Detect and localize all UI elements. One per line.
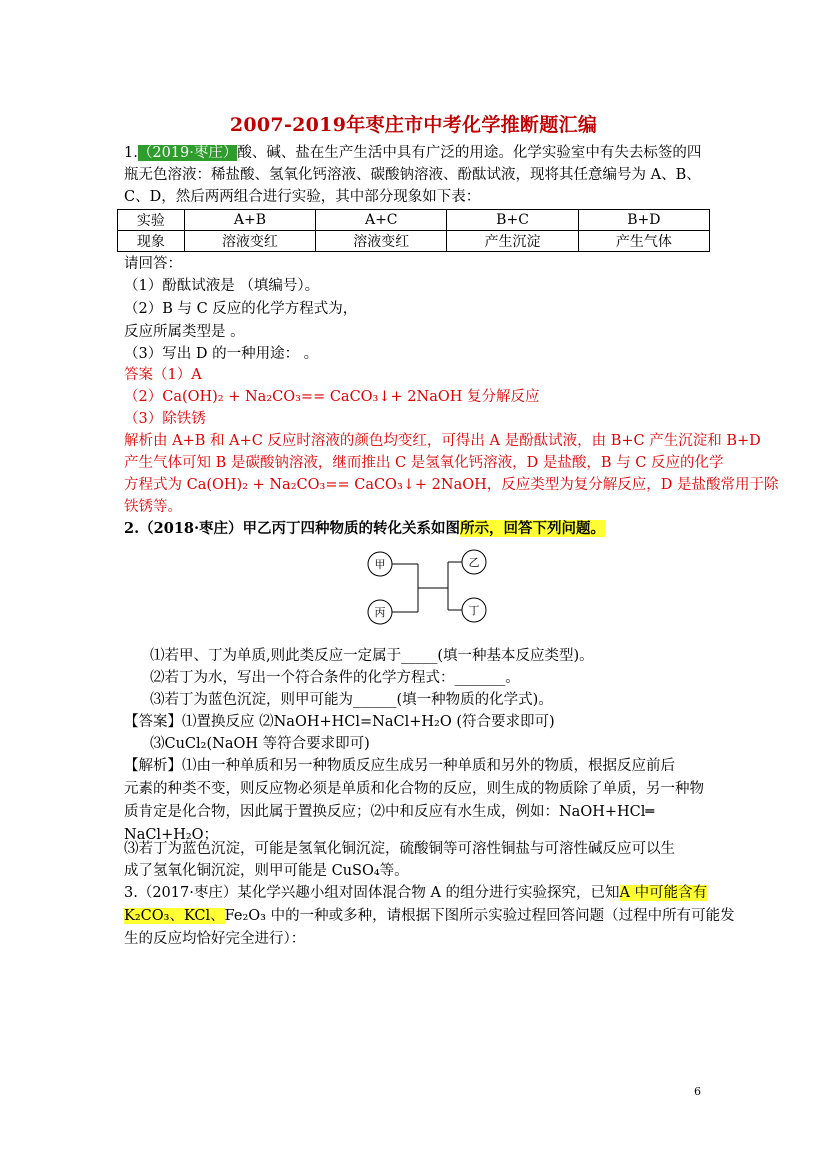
- q1-sub1: （1）酚酞试液是 （填编号）。: [124, 278, 320, 294]
- q2-analysis5: ⑶若丁为蓝色沉淀，可能是氢氧化铜沉淀，硫酸铜等可溶性铜盐与可溶性碱反应可以生: [124, 841, 675, 857]
- q1-source: （2019·枣庄）: [137, 145, 238, 161]
- experiment-table: [117, 209, 710, 252]
- table-cell: 现象: [118, 231, 185, 252]
- q2-sub3: ⑶若丁为蓝色沉淀，则甲可能为______(填一种物质的化学式)。: [150, 692, 553, 708]
- table-cell: A+C: [316, 210, 447, 231]
- q1-prompt: 请回答：: [124, 256, 182, 272]
- q1-answer3: （3）除铁锈: [124, 411, 206, 427]
- q2-sub2: ⑵若丁为水，写出一个符合条件的化学方程式：_______。: [150, 670, 520, 686]
- table-row: [118, 210, 710, 231]
- q2-analysis2: 元素的种类不变，则反应物必须是单质和化合物的反应，则生成的物质除了单质，另一种物: [124, 781, 704, 797]
- q2-sub1: ⑴若甲、丁为单质,则此类反应一定属于_____(填一种基本反应类型)。: [150, 648, 594, 664]
- q1-answer1: 答案（1）A: [124, 367, 202, 383]
- q1-text: 酸、碱、盐在生产生活中具有广泛的用途。化学实验室中有失去标签的四: [237, 145, 702, 161]
- q3-text: Fe₂O₃ 中的一种或多种，请根据下图所示实验过程回答问题（过程中所有可能发: [224, 908, 735, 924]
- table-cell: 实验: [118, 210, 185, 231]
- q3-line2: [124, 905, 735, 927]
- node-label: 甲: [374, 558, 386, 571]
- q1-number: 1.: [124, 145, 138, 161]
- table-row: [118, 231, 710, 252]
- q1-sub2: （2）B 与 C 反应的化学方程式为，: [124, 301, 358, 317]
- table-cell: 溶液变红: [184, 231, 315, 252]
- conversion-diagram: [363, 538, 493, 630]
- table-cell: 产生沉淀: [447, 231, 578, 252]
- q3-line3: 生的反应均恰好完全进行）：: [124, 931, 306, 947]
- q2-answer1: 【答案】⑴置换反应 ⑵NaOH+HCl=NaCl+H₂O (符合要求即可): [124, 714, 555, 730]
- q2-analysis1: 【解析】⑴由一种单质和另一种物质反应生成另一种单质和另外的物质，根据反应前后: [124, 758, 675, 774]
- q2-heading: [124, 518, 605, 540]
- node-label: 丁: [468, 604, 480, 617]
- q1-line2: 瓶无色溶液：稀盐酸、氢氧化钙溶液、碳酸钠溶液、酚酞试液，现将其任意编号为 A、B、: [124, 167, 701, 183]
- table-cell: B+C: [447, 210, 578, 231]
- q3-line1: [124, 882, 707, 904]
- q1-analysis1: 解析由 A+B 和 A+C 反应时溶液的颜色均变红，可得出 A 是酚酞试液，由 B+C 产生沉淀和 B+D: [124, 433, 761, 449]
- q3-highlight: A 中可能含有: [619, 885, 708, 901]
- q2-heading-highlight: 所示，回答下列问题。: [460, 520, 606, 537]
- q2-analysis6: 成了氢氧化铜沉淀，则甲可能是 CuSO₄等。: [124, 863, 409, 879]
- table-cell: 产生气体: [578, 231, 709, 252]
- q2-analysis4: NaCl+H₂O；: [124, 827, 219, 843]
- q1-analysis3: 方程式为 Ca(OH)₂ + Na₂CO₃== CaCO₃↓+ 2NaOH，反应类型为复分解反应，D 是盐酸常用于除: [124, 477, 779, 493]
- q3-text: 3.（2017·枣庄）某化学兴趣小组对固体混合物 A 的组分进行实验探究，已知: [124, 885, 620, 901]
- q1-sub2b: 反应所属类型是 。: [124, 324, 245, 340]
- q1-analysis2: 产生气体可知 B 是碳酸钠溶液，继而推出 C 是氢氧化钙溶液，D 是盐酸，B 与 C 反应的化学: [124, 455, 724, 471]
- q1-line3: C、D，然后两两组合进行实验，其中部分现象如下表：: [124, 189, 481, 205]
- q2-analysis3: 质肯定是化合物，因此属于置换反应；⑵中和反应有水生成，例如：NaOH+HCl═: [124, 804, 655, 820]
- q3-highlight: K₂CO₃、KCl、: [124, 908, 225, 924]
- q2-answer2: ⑶CuCl₂(NaOH 等符合要求即可): [150, 736, 370, 752]
- node-label: 乙: [468, 556, 480, 569]
- table-cell: 溶液变红: [316, 231, 447, 252]
- q1-sub3: （3）写出 D 的一种用途： 。: [124, 346, 319, 362]
- table-cell: B+D: [578, 210, 709, 231]
- q1-answer2: （2）Ca(OH)₂ + Na₂CO₃== CaCO₃↓+ 2NaOH 复分解反应: [124, 389, 540, 405]
- table-cell: A+B: [184, 210, 315, 231]
- q2-heading-text: 2.（2018·枣庄）甲乙丙丁四种物质的转化关系如图: [124, 520, 461, 537]
- q1-line1: [124, 142, 701, 164]
- q1-analysis4: 铁锈等。: [124, 499, 182, 515]
- document-title: 2007-2019年枣庄市中考化学推断题汇编: [229, 114, 598, 136]
- page-number: 6: [694, 1085, 701, 1098]
- node-label: 丙: [374, 606, 386, 619]
